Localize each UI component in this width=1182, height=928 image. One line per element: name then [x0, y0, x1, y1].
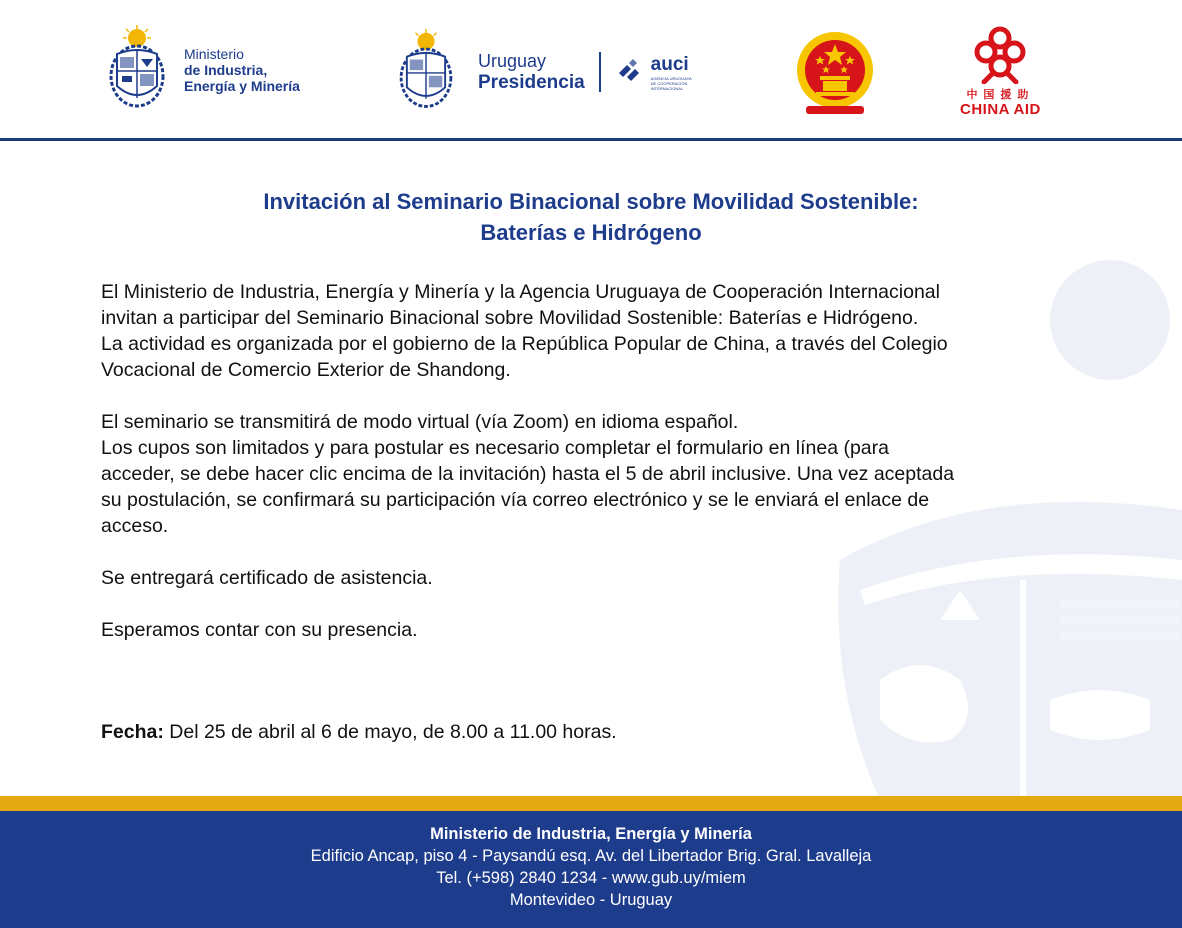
ministry-logo-line2: de Industria, — [184, 62, 268, 78]
uruguay-coat-of-arms-icon — [102, 24, 172, 116]
footer-gold-band — [0, 796, 1182, 811]
title-line1: Invitación al Seminario Binacional sobre Movilidad Sostenible: — [263, 189, 919, 214]
footer — [0, 811, 1182, 928]
body-paragraph-3: Se entregará certificado de asistencia. — [101, 567, 433, 589]
presidency-logo — [388, 28, 695, 116]
header-divider — [0, 138, 1182, 141]
date-label: Fecha: — [101, 721, 164, 743]
logo-divider — [599, 52, 601, 92]
title-line2: Baterías e Hidrógeno — [480, 220, 702, 245]
china-aid-knot-icon — [970, 24, 1030, 84]
footer-line2: Edificio Ancap, piso 4 - Paysandú esq. Av. del Libertador Brig. Gral. Lavalleja — [310, 847, 872, 865]
china-aid-stack — [960, 24, 1041, 118]
ministry-logo-line1: Ministerio — [184, 46, 244, 62]
uruguay-coat-of-arms-icon — [388, 28, 464, 116]
para1-line2: invitan a participar del Seminario Binacional sobre Movilidad Sostenible: Baterías e Hidrógeno. — [101, 307, 919, 329]
para2-line4: su postulación, se confirmará su participación vía correo electrónico y se le enviará el enlace de — [101, 489, 930, 511]
header — [0, 0, 1182, 138]
presidency-logo-text — [478, 50, 585, 94]
para1-line3: La actividad es organizada por el gobierno de la República Popular de China, a través del Colegio — [101, 333, 948, 355]
footer-line3: Tel. (+598) 2840 1234 - www.gub.uy/miem — [436, 869, 746, 887]
footer-line1: Ministerio de Industria, Energía y Minería — [430, 825, 752, 843]
presidency-logo-line2: Presidencia — [478, 72, 585, 93]
para1-line4: Vocacional de Comercio Exterior de Shandong. — [101, 359, 511, 381]
para2-line5: acceso. — [101, 515, 169, 537]
china-aid-chinese: 中国援助 — [966, 89, 1035, 101]
body-paragraph-4: Esperamos contar con su presencia. — [101, 619, 418, 641]
para1-line1: El Ministerio de Industria, Energía y Minería y la Agencia Uruguaya de Cooperación Internacional — [101, 281, 940, 303]
auci-name: auci — [650, 53, 689, 75]
page-title — [0, 186, 1182, 248]
para2-line1: El seminario se transmitirá de modo virtual (vía Zoom) en idioma español. — [101, 411, 739, 433]
invitation-body — [101, 279, 1101, 643]
china-aid-text: CHINA AID — [960, 101, 1041, 118]
body-paragraph-1 — [101, 279, 1101, 383]
auci-subtitle: AGENCIA URUGUAYA DE COOPERACIÓN INTERNACIONAL — [650, 75, 692, 91]
para2-line2: Los cupos son limitados y para postular es necesario completar el formulario en línea (para — [101, 437, 889, 459]
china-emblem — [792, 26, 878, 118]
event-date — [101, 719, 617, 745]
auci-logo — [645, 54, 695, 91]
china-aid-logo — [960, 24, 1041, 118]
auci-mark-icon — [615, 57, 645, 87]
date-value: Del 25 de abril al 6 de mayo, de 8.00 a 11.00 horas. — [169, 721, 617, 743]
body-paragraph-2 — [101, 409, 1101, 539]
ministry-logo-text — [184, 46, 300, 94]
ministry-logo — [102, 24, 300, 116]
footer-line4: Montevideo - Uruguay — [509, 891, 673, 909]
china-national-emblem-icon — [792, 26, 878, 118]
para2-line3: acceder, se debe hacer clic encima de la invitación) hasta el 5 de abril inclusive. Una vez aceptada — [101, 463, 955, 485]
ministry-logo-line3: Energía y Minería — [184, 78, 300, 94]
presidency-logo-line1: Uruguay — [478, 51, 547, 71]
